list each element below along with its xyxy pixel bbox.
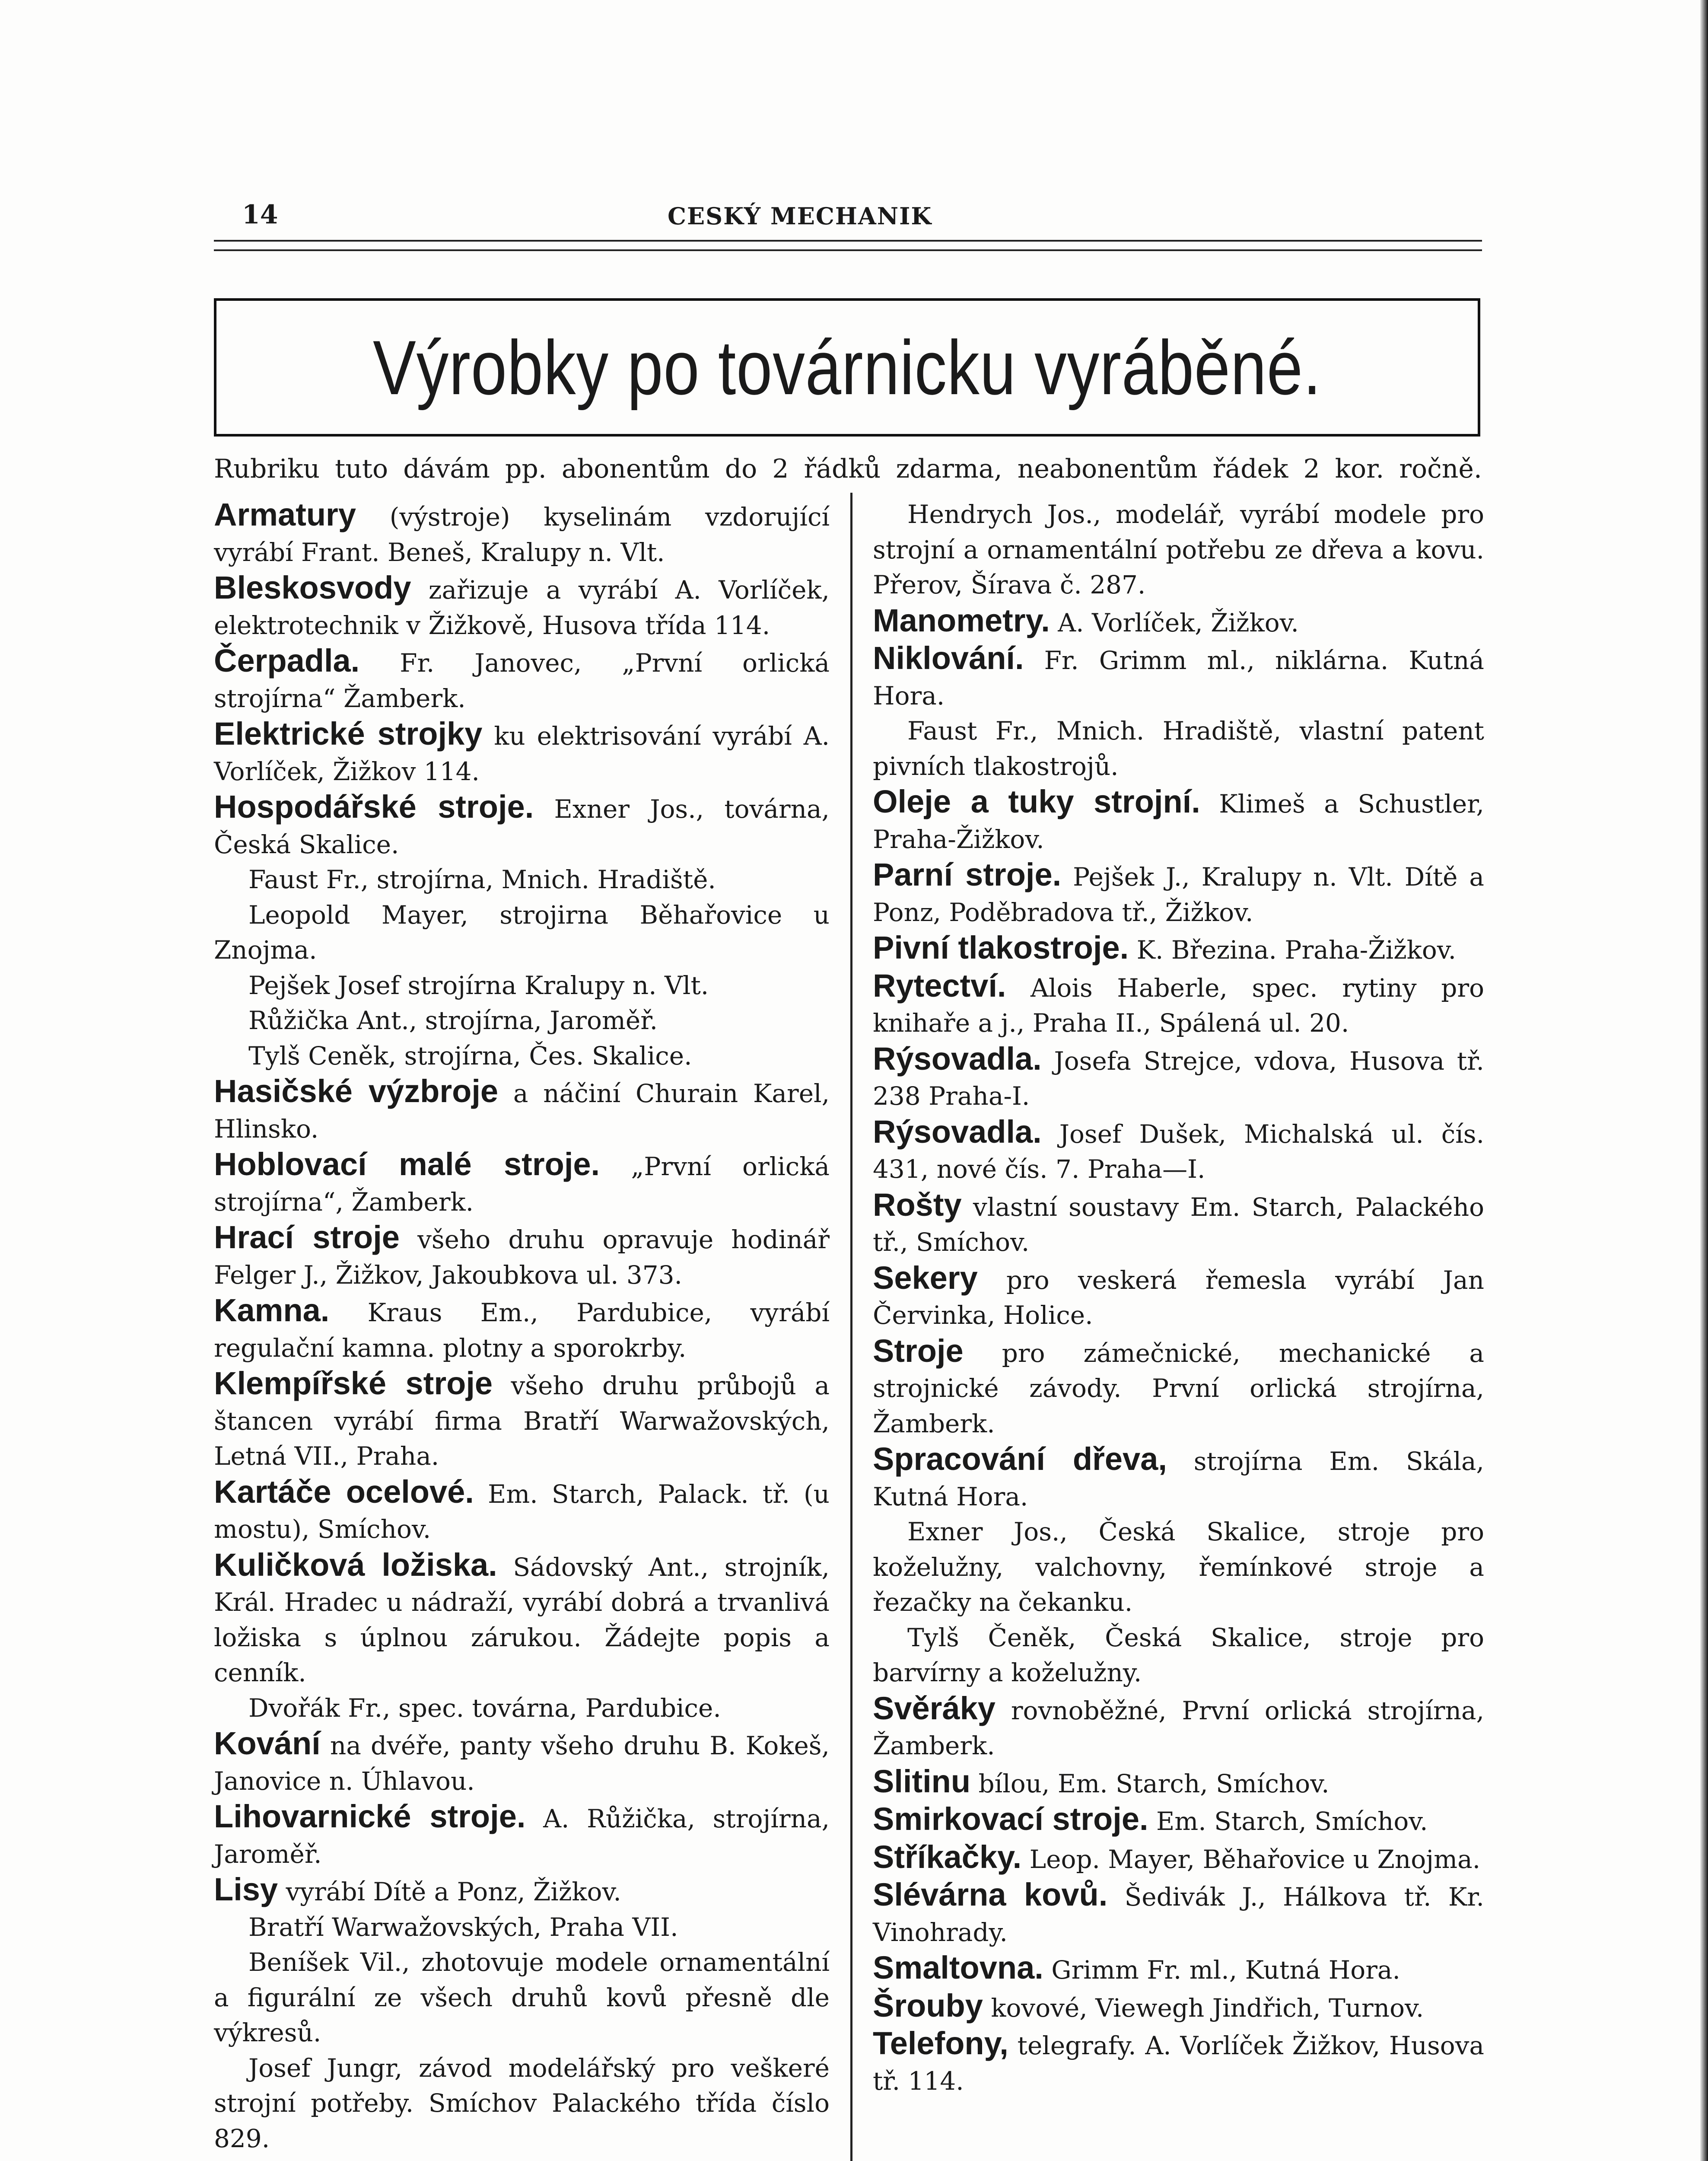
- directory-entry: [214, 643, 830, 716]
- directory-entry: [873, 1877, 1484, 1950]
- entry-text: Hendrych Jos., modelář, vyrábí modele pro strojní a ornamentální potřebu ze dřeva a kovu. Přerov, Šírava č. 287.: [873, 500, 1484, 599]
- entry-text: Josefa Strejce, vdova, Husova tř. 238 Praha-I.: [873, 1046, 1484, 1111]
- entry-text: Tylš Ceněk, strojírna, Čes. Skalice.: [248, 1041, 692, 1071]
- directory-entry: [214, 1220, 830, 1293]
- entry-text: Sádovský Ant., strojník, Král. Hradec u nádraží, vyrábí dobrá a trvanlivá ložiska s úplnou zárukou. Žádejte popis a cenník.: [214, 1552, 830, 1687]
- entry-text: „První orlická strojírna“, Žamberk.: [214, 1152, 830, 1217]
- entry-text: Dvořák Fr., spec. továrna, Pardubice.: [248, 1693, 721, 1723]
- directory-entry: [214, 1366, 830, 1474]
- entry-text: Faust Fr., Mnich. Hradiště, vlastní patent pivních tlakostrojů.: [873, 716, 1484, 781]
- entry-text: a náčiní Churain Karel, Hlinsko.: [214, 1079, 830, 1144]
- entry-heading: Parní stroje.: [873, 857, 1062, 892]
- entry-text: rovnoběžné, První orlická strojírna, Žamberk.: [873, 1696, 1485, 1760]
- running-title: CESKÝ MECHANIK: [668, 202, 932, 230]
- directory-entry: [214, 716, 830, 789]
- directory-entry: [214, 1003, 830, 1039]
- entry-text: Růžička Ant., strojírna, Jaroměř.: [248, 1006, 658, 1035]
- entry-heading: Klempířské stroje: [214, 1365, 493, 1401]
- entry-text: Klimeš a Schustler, Praha-Žižkov.: [873, 789, 1484, 854]
- entry-heading: Telefony,: [873, 2025, 1008, 2061]
- entry-heading: Smaltovna.: [873, 1950, 1043, 1986]
- entry-text: Josef Dušek, Michalská ul. čís. 431, nové čís. 7. Praha—I.: [873, 1119, 1485, 1184]
- entry-text: A. Vorlíček, Žižkov.: [1058, 608, 1299, 637]
- directory-entry: [873, 1801, 1484, 1839]
- directory-entry: [214, 1691, 830, 1726]
- directory-entry: [873, 714, 1484, 784]
- directory-entry: [214, 862, 830, 898]
- entry-text: K. Březina. Praha-Žižkov.: [1136, 935, 1457, 965]
- page-edge: [1700, 0, 1708, 2161]
- entry-heading: Kuličková ložiska.: [214, 1546, 497, 1583]
- directory-entry: [873, 1764, 1484, 1802]
- entry-text: Pejšek Josef strojírna Kralupy n. Vlt.: [248, 970, 709, 1000]
- page-title: Výrobky po továrnicku vyráběné.: [372, 324, 1322, 411]
- directory-entry: [873, 857, 1484, 930]
- entry-text: na dvéře, panty všeho druhu B. Kokeš, Janovice n. Úhlavou.: [214, 1731, 830, 1796]
- directory-entry: [214, 1547, 830, 1691]
- entry-text: Leopold Mayer, strojirna Běhařovice u Znojma.: [214, 900, 830, 965]
- entry-heading: Sekery: [873, 1259, 978, 1296]
- directory-entry: [214, 570, 830, 643]
- entry-heading: Pivní tlakostroje.: [873, 930, 1129, 966]
- entry-text: (výstroje) kyselinám vzdorující vyrábí Frant. Beneš, Kralupy n. Vlt.: [214, 502, 830, 567]
- directory-entry: [214, 1074, 830, 1147]
- entry-heading: Kartáče ocelové.: [214, 1473, 474, 1510]
- directory-entry: [873, 1187, 1484, 1260]
- directory-entry: [214, 1910, 830, 1945]
- entry-heading: Stříkačky.: [873, 1839, 1022, 1875]
- right-column: [873, 497, 1484, 2099]
- directory-entry: [873, 497, 1484, 603]
- directory-entry: [873, 1514, 1484, 1620]
- entry-text: Beníšek Vil., zhotovuje modele ornamentální a figurální ze všech druhů kovů přesně dle výkresů.: [214, 1947, 830, 2047]
- directory-entry: [873, 930, 1484, 968]
- page-number: 14: [242, 200, 278, 230]
- entry-text: A. Růžička, strojírna, Jaroměř.: [214, 1804, 830, 1869]
- directory-entry: [214, 2051, 830, 2157]
- entry-text: Kraus Em., Pardubice, vyrábí regulační kamna. plotny a sporokrby.: [214, 1298, 830, 1363]
- entry-text: Bratří Warwažovských, Praha VII.: [248, 1912, 678, 1942]
- intro-note: Rubriku tuto dávám pp. abonentům do 2 řádků zdarma, neabonentům řádek 2 kor. ročně.: [214, 454, 1482, 484]
- entry-text: Faust Fr., strojírna, Mnich. Hradiště.: [248, 865, 716, 894]
- directory-entry: [214, 1474, 830, 1547]
- directory-entry: [873, 1333, 1484, 1442]
- entry-heading: Hrací stroje: [214, 1219, 400, 1255]
- directory-entry: [873, 1839, 1484, 1877]
- directory-entry: [873, 1620, 1484, 1691]
- entry-heading: Niklování.: [873, 640, 1024, 676]
- entry-heading: Hasičské výzbroje: [214, 1073, 499, 1109]
- entry-text: Leop. Mayer, Běhařovice u Znojma.: [1029, 1844, 1481, 1874]
- entry-text: Pejšek J., Kralupy n. Vlt. Dítě a Ponz, Poděbradova tř., Žižkov.: [873, 862, 1484, 927]
- entry-heading: Manometry.: [873, 602, 1050, 638]
- directory-entry: [873, 1988, 1484, 2026]
- entry-heading: Bleskosvody: [214, 570, 411, 606]
- entry-text: všeho druhu průbojů a štancen vyrábí firma Bratří Warwažovských, Letná VII., Praha.: [214, 1371, 830, 1471]
- entry-heading: Kování: [214, 1725, 321, 1761]
- directory-entry: [214, 1799, 830, 1872]
- entry-text: telegrafy. A. Vorlíček Žižkov, Husova tř. 114.: [873, 2031, 1484, 2096]
- entry-text: Exner Jos., továrna, Česká Skalice.: [214, 794, 830, 859]
- entry-text: Alois Haberle, spec. rytiny pro knihaře a j., Praha II., Spálená ul. 20.: [873, 973, 1485, 1038]
- entry-heading: Rýsovadla.: [873, 1113, 1042, 1150]
- directory-entry: [214, 968, 830, 1004]
- directory-entry: [214, 898, 830, 968]
- column-divider: [850, 493, 852, 2161]
- entry-text: Tylš Čeněk, Česká Skalice, stroje pro barvírny a koželužny.: [873, 1622, 1484, 1687]
- entry-text: Exner Jos., Česká Skalice, stroje pro koželužny, valchovny, řemínkové stroje a řezačky na čekanku.: [873, 1517, 1484, 1617]
- entry-heading: Armatury: [214, 497, 356, 532]
- directory-entry: [873, 1114, 1484, 1187]
- entry-text: Fr. Grimm ml., niklárna. Kutná Hora.: [873, 646, 1484, 711]
- entry-heading: Kamna.: [214, 1292, 330, 1328]
- entry-heading: Slévárna kovů.: [873, 1877, 1108, 1912]
- directory-entry: [873, 1041, 1484, 1114]
- entry-text: ku elektrisování vyrábí A. Vorlíček, Žižkov 114.: [214, 721, 830, 786]
- entry-heading: Slitinu: [873, 1763, 971, 1799]
- directory-entry: [214, 497, 830, 570]
- header-rule: [214, 240, 1482, 251]
- entry-text: bílou, Em. Starch, Smíchov.: [978, 1769, 1330, 1798]
- entry-text: pro veskerá řemesla vyrábí Jan Červinka, Holice.: [873, 1265, 1484, 1330]
- entry-text: Josef Jungr, závod modelářský pro veškeré strojní potřeby. Smíchov Palackého třída číslo 829.: [214, 2053, 830, 2153]
- directory-entry: [873, 1260, 1484, 1333]
- entry-heading: Smirkovací stroje.: [873, 1801, 1148, 1837]
- entry-text: všeho druhu opravuje hodinář Felger J., Žižkov, Jakoubkova ul. 373.: [214, 1225, 830, 1290]
- directory-entry: [214, 1039, 830, 1074]
- directory-entry: [873, 1691, 1484, 1764]
- directory-entry: [214, 1945, 830, 2051]
- directory-entry: [873, 2026, 1484, 2099]
- entry-heading: Hospodářské stroje.: [214, 789, 534, 825]
- directory-entry: [873, 1441, 1484, 1514]
- directory-entry: [214, 1293, 830, 1366]
- directory-entry: [214, 1872, 830, 1910]
- entry-heading: Rytectví.: [873, 967, 1006, 1004]
- entry-text: Šedivák J., Hálkova tř. Kr. Vinohrady.: [873, 1882, 1484, 1947]
- entry-text: Em. Starch, Smíchov.: [1156, 1807, 1428, 1836]
- entry-heading: Svěráky: [873, 1690, 996, 1726]
- directory-entry: [214, 1147, 830, 1220]
- entry-text: Fr. Janovec, „První orlická strojírna“ Žamberk.: [214, 648, 830, 713]
- entry-heading: Rýsovadla.: [873, 1040, 1042, 1077]
- entry-text: zařizuje a vyrábí A. Vorlíček, elektrotechnik v Žižkově, Husova třída 114.: [214, 575, 830, 640]
- directory-entry: [873, 641, 1484, 714]
- entry-text: pro zámečnické, mechanické a strojnické závody. První orlická strojírna, Žamberk.: [873, 1338, 1485, 1438]
- entry-heading: Stroje: [873, 1332, 964, 1369]
- entry-text: Em. Starch, Palack. tř. (u mostu), Smíchov.: [214, 1479, 830, 1544]
- entry-heading: Šrouby: [873, 1987, 983, 2024]
- directory-entry: [873, 603, 1484, 641]
- entry-heading: Oleje a tuky strojní.: [873, 784, 1200, 819]
- directory-entry: [214, 789, 830, 862]
- directory-entry: [873, 784, 1484, 857]
- title-box: [214, 298, 1480, 437]
- entry-text: vyrábí Dítě a Ponz, Žižkov.: [286, 1877, 621, 1906]
- entry-text: kovové, Viewegh Jindřich, Turnov.: [991, 1993, 1424, 2023]
- entry-heading: Čerpadla.: [214, 643, 360, 679]
- directory-entry: [873, 1950, 1484, 1988]
- entry-heading: Hoblovací malé stroje.: [214, 1146, 600, 1182]
- left-column: [214, 497, 830, 2156]
- directory-entry: [873, 968, 1484, 1041]
- entry-heading: Spracování dřeva,: [873, 1441, 1167, 1477]
- entry-text: Grimm Fr. ml., Kutná Hora.: [1051, 1955, 1400, 1985]
- entry-heading: Lisy: [214, 1871, 278, 1907]
- entry-text: strojírna Em. Skála, Kutná Hora.: [873, 1447, 1484, 1511]
- directory-entry: [214, 1726, 830, 1799]
- entry-text: vlastní soustavy Em. Starch, Palackého tř., Smíchov.: [873, 1192, 1484, 1257]
- entry-heading: Lihovarnické stroje.: [214, 1798, 526, 1834]
- entry-heading: Rošty: [873, 1186, 962, 1223]
- entry-heading: Elektrické strojky: [214, 716, 483, 752]
